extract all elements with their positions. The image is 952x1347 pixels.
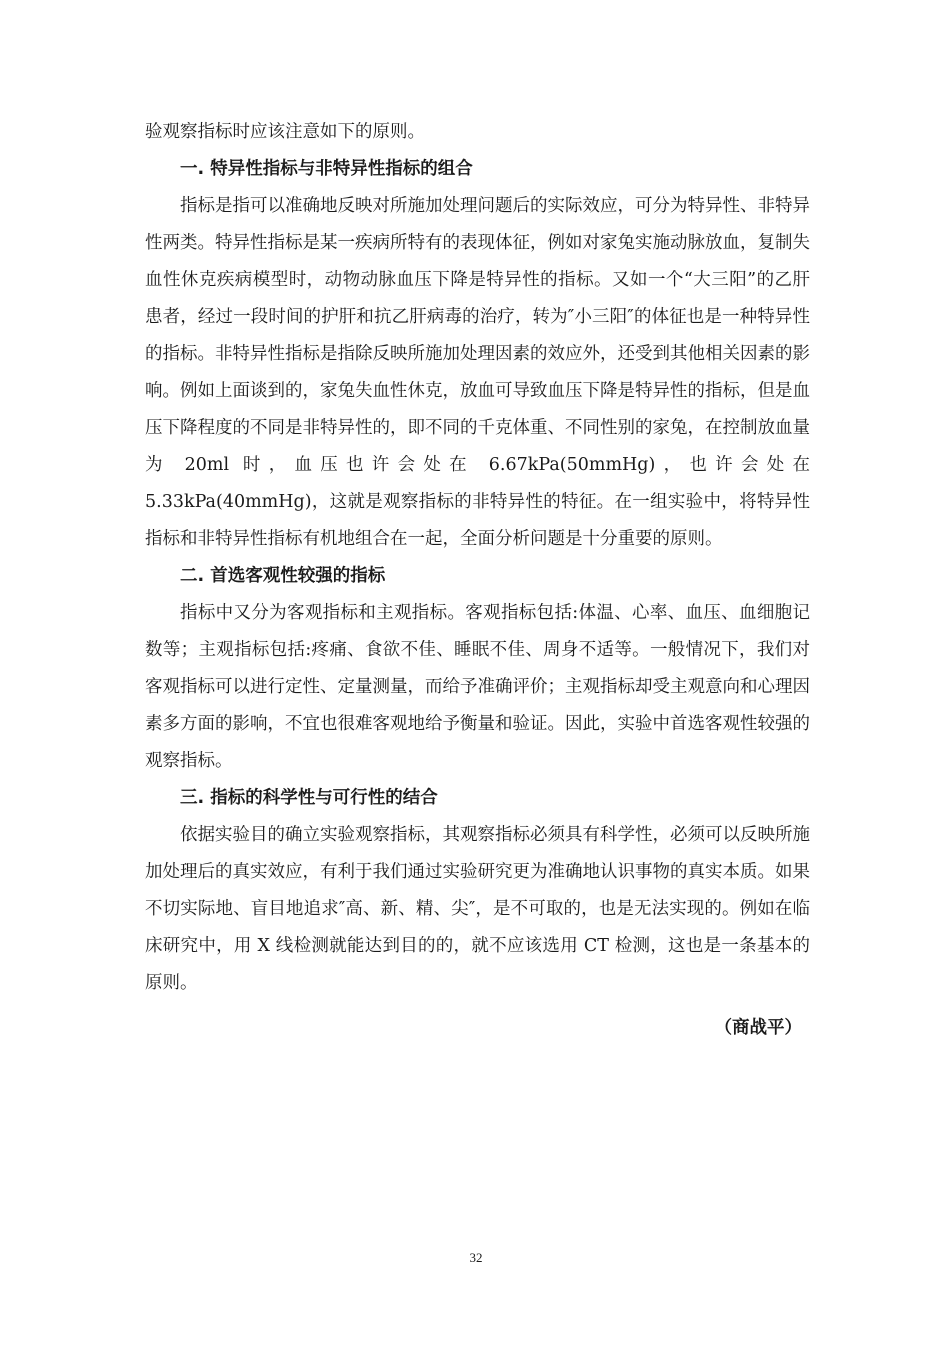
section-3-body: 依据实验目的确立实验观察指标，其观察指标必须具有科学性，必须可以反映所施加处理后的真实效应，有利于我们通过实验研究更为准确地认识事物的真实本质。如果不切实际地、盲目地追求″高、新、精、尖″，是不可取的，也是无法实现的。例如在临床研究中，用 X 线检测就能达到目的的，就不应该选用 CT 检测，这也是一条基本的原则。 (145, 825, 810, 993)
section-2-heading: 二. 首选客观性较强的指标 (180, 566, 386, 586)
section-1-body: 指标是指可以准确地反映对所施加处理问题后的实际效应，可分为特异性、非特异性两类。特异性指标是某一疾病所特有的表现体征，例如对家兔实施动脉放血，复制失血性休克疾病模型时，动物动脉血压下降是特异性的指标。又如一个“大三阳”的乙肝患者，经过一段时间的护肝和抗乙肝病毒的治疗，转为″小三阳″的体征也是一种特异性的指标。非特异性指标是指除反映所施加处理因素的效应外，还受到其他相关因素的影响。例如上面谈到的，家兔失血性休克，放血可导致血压下降是特异性的指标，但是血压下降程度的不同是非特异性的，即不同的千克体重、不同性别的家兔，在控制放血量为 20ml 时，血压也许会处在 6.67kPa(50mmHg)，也许会处在 5.33kPa(40mmHg)，这就是观察指标的非特异性的特征。在一组实验中，将特异性指标和非特异性指标有机地组合在一起，全面分析问题是十分重要的原则。 (145, 196, 810, 549)
intro-paragraph: 验观察指标时应该注意如下的原则。 (145, 122, 425, 142)
page-number: 32 (469, 1250, 483, 1265)
section-3-heading: 三. 指标的科学性与可行性的结合 (180, 788, 438, 808)
section-2-body: 指标中又分为客观指标和主观指标。客观指标包括:体温、心率、血压、血细胞记数等；主观指标包括:疼痛、食欲不佳、睡眠不佳、周身不适等。一般情况下，我们对客观指标可以进行定性、定量测量，而给予准确评价；主观指标却受主观意向和心理因素多方面的影响，不宜也很难客观地给予衡量和验证。因此，实验中首选客观性较强的观察指标。 (145, 603, 810, 771)
section-1-heading: 一. 特异性指标与非特异性指标的组合 (180, 159, 473, 179)
author-signature: （商战平） (714, 1018, 802, 1038)
page-content (145, 114, 810, 1047)
